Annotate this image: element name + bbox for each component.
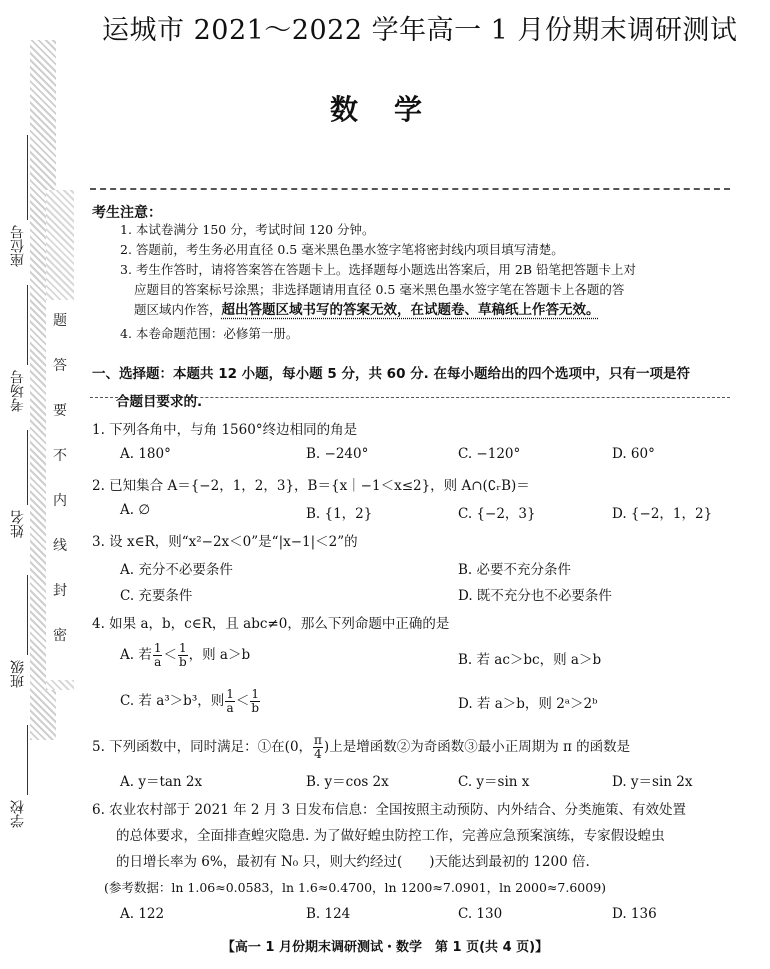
- school-line: [27, 725, 28, 795]
- option-c: C. y＝sin x: [458, 774, 530, 790]
- option-c: C. 充要条件: [120, 588, 193, 604]
- option-text: A. 若: [120, 647, 152, 663]
- seal-column: [46, 300, 74, 680]
- seal-char: 题: [53, 313, 67, 329]
- notice-emphasis: 超出答题区域书写的答案无效，在试题卷、草稿纸上作答无效。: [221, 302, 600, 318]
- option-b: B. {1，2}: [306, 506, 373, 522]
- option-a: A. ∅: [120, 502, 151, 518]
- option-b: B. −240°: [306, 446, 369, 462]
- question-stem: 1. 下列各角中，与角 1560°终边相同的角是: [92, 422, 358, 438]
- stem-text: 上是增函数②为奇函数③最小正周期为 π 的函数是: [329, 739, 631, 755]
- name-line: [27, 430, 28, 505]
- notice-item-part: 题区域内作答，: [134, 302, 222, 317]
- seal-char: 要: [53, 403, 67, 419]
- page-footer: 【高一 1 月份期末调研测试・数学 第 1 页(共 4 页)】: [221, 940, 549, 955]
- option-d: D. 136: [612, 906, 657, 922]
- fraction-num: 1: [178, 641, 187, 655]
- option-a: A. 122: [120, 906, 165, 922]
- option-c: C. {−2，3}: [458, 506, 536, 522]
- option-b: B. 必要不充分条件: [458, 562, 572, 578]
- fraction-num: 1: [226, 687, 234, 701]
- option-c: C. 130: [458, 906, 503, 922]
- question-stem: 6. 农业农村部于 2021 年 2 月 3 日发布信息：全国按照主动预防、内外结合、分类施策、有效处置: [92, 802, 686, 818]
- seal-char: 内: [53, 493, 67, 509]
- option-a: A. 充分不必要条件: [120, 562, 233, 578]
- fraction: [178, 642, 188, 669]
- question-stem: 4. 如果 a，b，c∈R，且 abc≠0，那么下列命题中正确的是: [92, 616, 450, 632]
- notice-item: 3. 考生作答时，请将答案答在答题卡上。选择题每小题选出答案后，用 2B 铅笔把答题卡上对: [120, 262, 636, 277]
- fraction-den: 4: [314, 747, 322, 761]
- fraction: [313, 734, 323, 761]
- notice-item: 1. 本试卷满分 150 分，考试时间 120 分钟。: [120, 222, 375, 237]
- reference-data: (参考数据：ln 1.06≈0.0583，ln 1.6≈0.4700，ln 1200≈7.0901，ln 2000≈7.6009): [104, 880, 607, 895]
- fraction-den: b: [251, 701, 260, 715]
- interval-bracket: (0，: [284, 739, 313, 755]
- seal-char: 答: [53, 358, 67, 374]
- fraction-num: 1: [251, 687, 260, 701]
- class-label: 班级: [10, 660, 26, 688]
- option-d: D. 60°: [612, 446, 655, 462]
- seat-number-label: 座位号: [10, 225, 26, 267]
- option-b: B. y＝cos 2x: [306, 774, 389, 790]
- fraction-den: b: [178, 655, 187, 669]
- option-c: C. −120°: [458, 446, 521, 462]
- option-text: ＜: [163, 647, 177, 663]
- question-stem: 3. 设 x∈R，则“x²−2x＜0”是“|x−1|＜2”的: [92, 534, 358, 550]
- notice-heading: 考生注意：: [92, 205, 162, 221]
- option-text: ，则 a＞b: [188, 647, 251, 663]
- option-d: D. {−2，1，2}: [612, 506, 713, 522]
- option-b: B. 若 ac＞bc，则 a＞b: [458, 652, 602, 668]
- question-stem: 2. 已知集合 A＝{−2，1，2，3}，B＝{x｜−1＜x≤2}，则 A∩(∁ᵣB)＝: [92, 478, 530, 494]
- option-c: [120, 688, 261, 715]
- fraction-num: π: [314, 733, 322, 747]
- name-label: 姓名: [10, 510, 26, 538]
- notice-item: 应题目的答案标号涂黑；非选择题请用直径 0.5 毫米黑色墨水签字笔在答题卡上各题的答: [134, 282, 625, 297]
- option-a: A. 180°: [120, 446, 171, 462]
- seal-char: 线: [53, 538, 67, 554]
- option-text: ＜: [235, 693, 250, 709]
- fraction-num: 1: [153, 641, 162, 655]
- fraction-den: a: [154, 655, 162, 669]
- fraction: [225, 688, 235, 715]
- option-b: B. 124: [306, 906, 351, 922]
- class-line: [27, 575, 28, 655]
- question-stem: 的总体要求，全面排查蝗灾隐患. 为了做好蝗虫防控工作，完善应急预案演练，专家假设蝗虫: [116, 828, 665, 844]
- fraction: [250, 688, 260, 715]
- stem-text: 5. 下列函数中，同时满足：①在: [92, 739, 285, 755]
- seal-char: 封: [53, 583, 67, 599]
- option-text: C. 若 a³＞b³，则: [120, 693, 225, 709]
- seal-char: 密: [53, 628, 67, 644]
- interval-bracket: ): [323, 739, 330, 755]
- exam-title: 运城市 2021～2022 学年高一 1 月份期末调研测试: [102, 15, 738, 46]
- fraction-den: a: [226, 701, 234, 715]
- option-d: D. y＝sin 2x: [612, 774, 693, 790]
- seal-char: 不: [53, 448, 67, 464]
- fraction: [153, 642, 163, 669]
- section-heading: 一、选择题：本题共 12 小题，每小题 5 分，共 60 分. 在每小题给出的四个选项中，只有一项是符: [92, 366, 690, 382]
- notice-item: 2. 答题前，考生务必用直径 0.5 毫米黑色墨水签字笔将密封线内项目填写清楚。: [120, 242, 564, 257]
- exam-room-label: 考场号: [10, 370, 26, 412]
- school-label: 学校: [10, 800, 26, 828]
- option-a: A. y＝tan 2x: [120, 774, 203, 790]
- notice-item: [134, 301, 600, 319]
- question-stem: [92, 734, 630, 761]
- exam-room-line: [27, 285, 28, 365]
- seat-number-line: [27, 135, 28, 220]
- question-stem: 的日增长率为 6%，最初有 N₀ 只，则大约经过( )天能达到最初的 1200 倍.: [116, 854, 590, 870]
- subject-title: 数学: [330, 93, 459, 126]
- option-d: D. 既不充分也不必要条件: [458, 588, 612, 604]
- notice-item: 4. 本卷命题范围：必修第一册。: [120, 326, 299, 341]
- option-a: [120, 642, 250, 669]
- option-d: D. 若 a＞b，则 2ᵃ＞2ᵇ: [458, 696, 598, 712]
- divider: [90, 188, 730, 190]
- section-heading: 合题目要求的.: [116, 394, 203, 410]
